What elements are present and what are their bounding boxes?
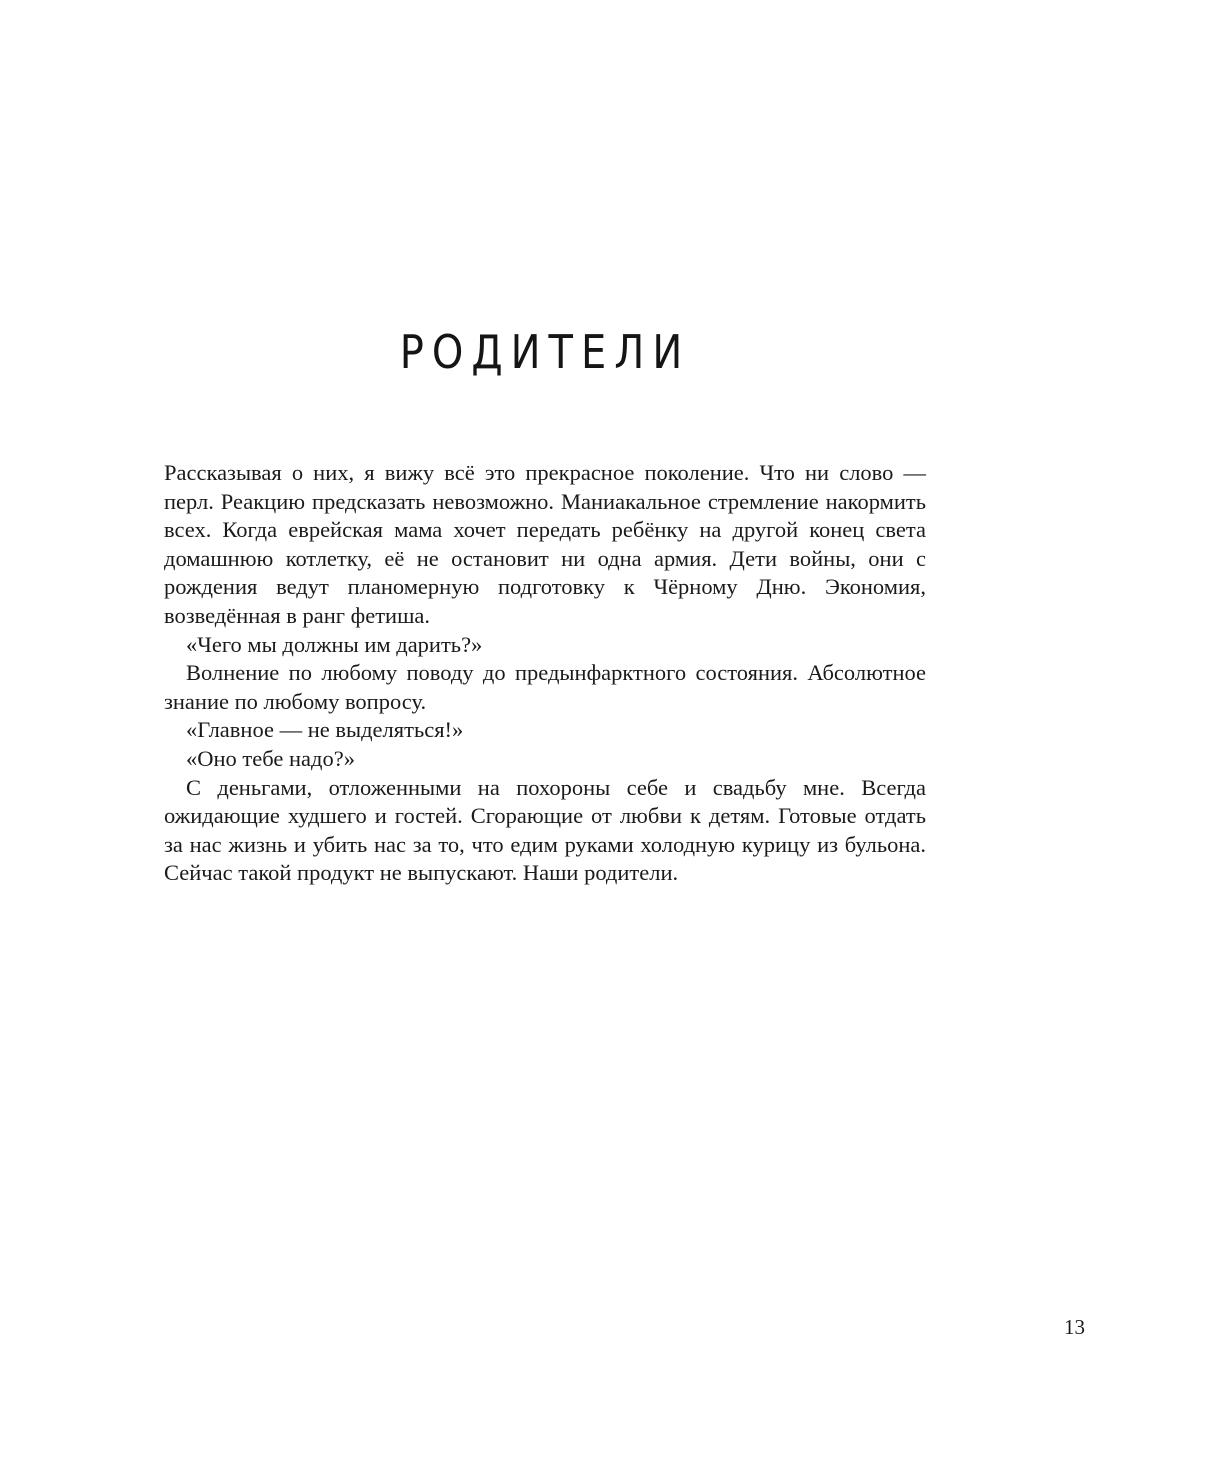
paragraph: «Главное — не выделяться!» <box>186 717 464 743</box>
chapter-title: РОДИТЕЛИ <box>399 326 691 380</box>
chapter-body <box>164 459 926 888</box>
paragraph: Рассказывая о них, я вижу всё это прекрасное поколение. Что ни слово — перл. Реакцию предсказать невозможно. Маниакальное стремление накормить всех. Когда еврейская мама хочет передать ребёнку на другой конец света домашнюю котлетку, её не остановит ни одна армия. Дети войны, они с рождения ведут планомерную подготовку к Чёрному Дню. Экономия, возведённая в ранг фетиша. <box>164 460 926 628</box>
page-number: 13 <box>1064 1315 1085 1339</box>
paragraph: «Чего мы должны им дарить?» <box>186 631 483 657</box>
paragraph: «Оно тебе надо?» <box>186 745 355 771</box>
paragraph: Волнение по любому поводу до предынфарктного состояния. Абсолютное знание по любому вопросу. <box>164 660 926 714</box>
paragraph: С деньгами, отложенными на похороны себе и свадьбу мне. Всегда ожидающие худшего и гостей. Сгорающие от любви к детям. Готовые отдать за нас жизнь и убить нас за то, что едим руками холодную курицу из бульона. Сейчас такой продукт не выпускают. Наши родители. <box>164 774 926 886</box>
